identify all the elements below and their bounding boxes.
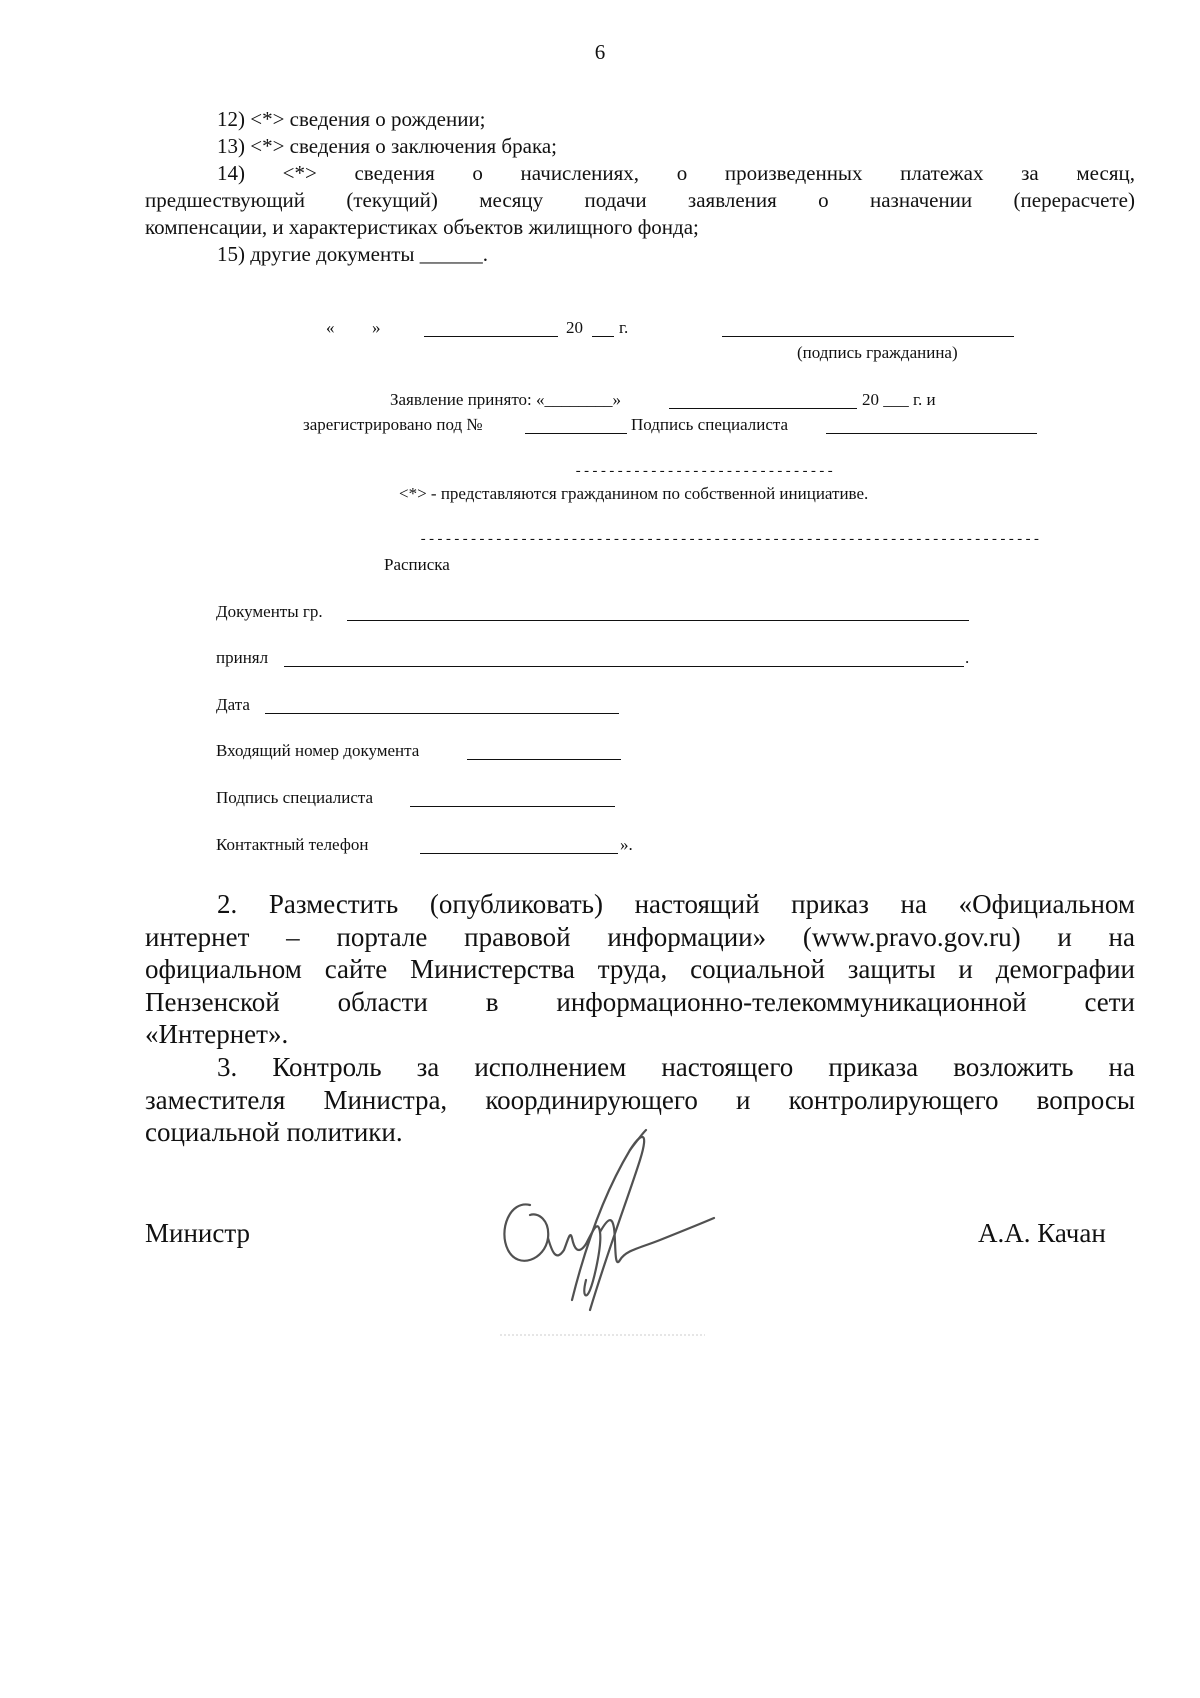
receipt-separator: -------------------------------------------------------------------------- [419, 532, 1041, 548]
receipt-phone-label: Контактный телефон [216, 835, 369, 854]
receipt-accepted-by-label: принял [216, 648, 269, 667]
receipt-accepted-by-end: . [965, 648, 970, 667]
paragraph-2-line5: «Интернет». [145, 1019, 289, 1049]
receipt-phone-line [420, 839, 618, 854]
handwritten-signature [490, 1120, 720, 1340]
date-year-line [592, 322, 614, 337]
accepted-year-label: 20 ___ г. и [862, 390, 936, 409]
receipt-accepted-by-line [284, 652, 964, 667]
paragraph-3-line3: социальной политики. [145, 1117, 403, 1147]
accepted-month-line [669, 394, 857, 409]
receipt-incoming-label: Входящий номер документа [216, 741, 420, 760]
date-open-quote: « [326, 318, 335, 337]
paragraph-2-line3: официальном сайте Министерства труда, социальной защиты и демографии [145, 954, 1135, 984]
receipt-title: Расписка [384, 555, 450, 574]
footnote-separator: ------------------------------- [574, 464, 835, 480]
list-item-14 [145, 160, 1135, 241]
paragraph-3-line2: заместителя Министра, координирующего и контролирующего вопросы [145, 1084, 1135, 1115]
citizen-signature-line [722, 322, 1014, 337]
receipt-phone-end: ». [620, 835, 633, 854]
date-close-quote: » [372, 318, 381, 337]
receipt-documents-label: Документы гр. [216, 602, 323, 621]
signoff-position: Министр [145, 1218, 250, 1248]
specialist-signature-line [826, 419, 1037, 434]
accepted-label: Заявление принято: «________» [390, 390, 621, 409]
registered-number-line [525, 419, 627, 434]
receipt-date-line [265, 699, 619, 714]
list-item-13: 13) <*> сведения о заключения брака; [217, 134, 557, 158]
paragraph-2-line1: 2. Разместить (опубликовать) настоящий приказ на «Официальном [217, 889, 1135, 919]
date-year-prefix: 20 [566, 318, 583, 337]
citizen-signature-caption: (подпись гражданина) [797, 343, 958, 362]
signoff-name: А.А. Качан [978, 1218, 1106, 1248]
receipt-specialist-label: Подпись специалиста [216, 788, 374, 807]
paragraph-2-line4: Пензенской области в информационно-телекоммуникационной сети [145, 986, 1135, 1017]
receipt-documents-line [347, 606, 969, 621]
list-item-14-line1: 14) <*> сведения о начислениях, о произведенных платежах за месяц, [217, 161, 1135, 185]
date-month-line [424, 322, 558, 337]
list-item-14-line3: компенсации, и характеристиках объектов жилищного фонда; [145, 215, 699, 239]
receipt-specialist-line [410, 792, 615, 807]
paragraph-3-line1: 3. Контроль за исполнением настоящего приказа возложить на [217, 1052, 1135, 1082]
footnote-text: <*> - представляются гражданином по собственной инициативе. [399, 484, 869, 503]
registered-label: зарегистрировано под № [303, 415, 483, 434]
list-item-15: 15) другие документы ______. [217, 242, 489, 266]
page-number: 6 [594, 40, 606, 64]
specialist-label: Подпись специалиста [631, 415, 789, 434]
receipt-date-label: Дата [216, 695, 250, 714]
paragraph-2-line2: интернет – портале правовой информации» (www.pravo.gov.ru) и на [145, 921, 1135, 952]
date-year-suffix: г. [619, 318, 629, 337]
list-item-12: 12) <*> сведения о рождении; [217, 107, 486, 131]
receipt-incoming-line [467, 745, 621, 760]
list-item-14-line2: предшествующий (текущий) месяцу подачи заявления о назначении (перерасчете) [145, 188, 1135, 212]
paragraph-2 [145, 888, 1135, 1051]
